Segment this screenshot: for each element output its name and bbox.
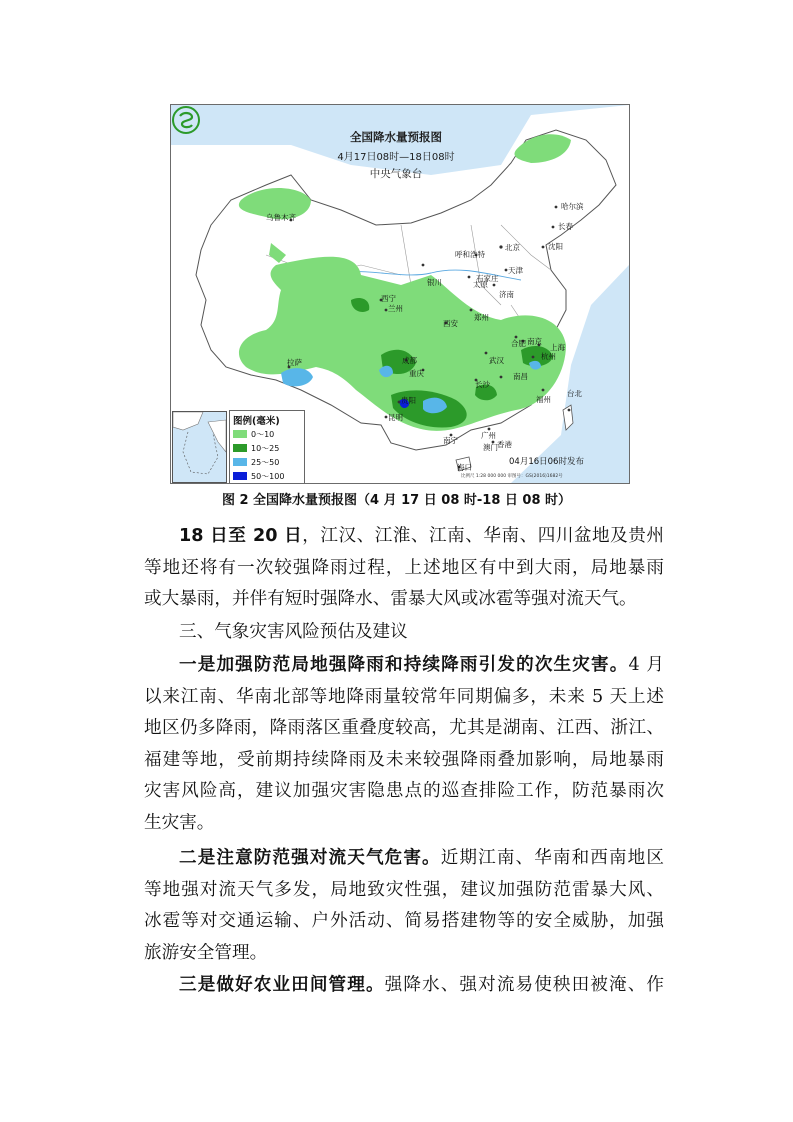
city-label: 福州 [536, 395, 551, 404]
city-label: 长沙 [475, 380, 490, 389]
legend-item [233, 441, 304, 455]
bold-lead: 二是注意防范强对流天气危害。 [179, 848, 441, 868]
city-label: 海口 [457, 463, 472, 472]
map-legend [229, 410, 305, 484]
legend-title: 图例(毫米) [233, 416, 280, 427]
bold-lead: 18 日至 20 日 [179, 526, 303, 546]
city-label: 澳门 [483, 443, 498, 452]
city-label: 北京 [505, 243, 520, 252]
text-line: 等地还将有一次较强降雨过程，上述地区有中到大雨，局地暴雨 [144, 557, 664, 578]
text-line: 一是加强防范局地强降雨和持续降雨引发的次生灾害。4 月 [179, 655, 664, 675]
bold-lead: 三是做好农业田间管理。 [179, 975, 385, 995]
city-label: 南京 [527, 337, 542, 346]
text-line: 三是做好农业田间管理。强降水、强对流易使秧田被淹、作 [179, 975, 664, 995]
legend-label: 50～100 [251, 471, 285, 481]
city-label: 拉萨 [287, 358, 302, 367]
city-label: 长春 [558, 222, 573, 231]
legend-item [233, 469, 304, 483]
legend-swatch [233, 472, 247, 480]
map-title-block [321, 129, 471, 181]
map-issuer: 中央气象台 [369, 168, 423, 180]
city-label: 石家庄 [476, 274, 499, 283]
legend-swatch [233, 444, 247, 452]
map-period: 4月17日08时—18日08时 [337, 152, 455, 163]
city-label: 武汉 [489, 356, 504, 365]
text-line: 冰雹等对交通运输、户外活动、简易搭建物等的安全威胁，加强 [144, 911, 664, 931]
city-label: 南宁 [443, 436, 458, 445]
text-line: 灾害风险高，建议加强灾害隐患点的巡查排险工作，防范暴雨次 [144, 781, 664, 801]
city-label: 台北 [567, 389, 582, 398]
text-line: 福建等地，受前期持续降雨及未来较强降雨叠加影响，局地暴雨 [144, 749, 664, 770]
paragraph-advice-2 [144, 843, 664, 969]
city-label: 济南 [499, 290, 514, 299]
city-label: 合肥 [511, 339, 526, 348]
text-line: 或大暴雨，并伴有短时强降水、雷暴大风或冰雹等强对流天气。 [144, 589, 637, 609]
city-label: 乌鲁木齐 [266, 213, 296, 222]
paragraph-advice-3 [144, 970, 664, 1002]
legend-item [233, 427, 304, 441]
city-label: 呼和浩特 [455, 250, 485, 259]
text-line: 生灾害。 [144, 812, 215, 833]
city-label: 上海 [550, 343, 565, 352]
text-line: 等地强对流天气多发，局地致灾性强，建议加强防范雷暴大风、 [144, 879, 664, 900]
city-label: 重庆 [409, 369, 424, 378]
legend-label: 10～25 [251, 443, 280, 453]
cma-logo-icon [171, 105, 201, 135]
section-heading-block [144, 617, 664, 649]
text-line: 二是注意防范强对流天气危害。近期江南、华南和西南地区 [179, 848, 664, 868]
city-label: 杭州 [541, 352, 556, 361]
legend-swatch [233, 458, 247, 466]
text-line: 旅游安全管理。 [144, 942, 268, 963]
city-label: 太原 [473, 280, 488, 289]
city-label: 贵阳 [401, 396, 416, 405]
city-label: 哈尔滨 [561, 202, 584, 211]
city-label: 天津 [508, 266, 523, 275]
legend-item [233, 455, 304, 469]
figure-caption: 图 2 全国降水量预报图（4 月 17 日 08 时-18 日 08 时） [221, 493, 572, 508]
city-label: 银川 [427, 278, 442, 287]
paragraph-forecast [144, 521, 664, 616]
bold-lead: 一是加强防范局地强降雨和持续降雨引发的次生灾害。 [179, 655, 629, 675]
city-label: 兰州 [388, 304, 403, 313]
city-label: 郑州 [474, 313, 489, 322]
text-line: 以来江南、华南北部等地降雨量较常年同期偏多，未来 5 天上述 [144, 686, 664, 707]
legend-label: 0～10 [251, 429, 275, 439]
city-label: 成都 [402, 356, 417, 365]
paragraph-advice-1 [144, 650, 664, 839]
scale-note: 比例尺 1:28 000 000 审图号：GS(2016)1682号 [461, 474, 563, 479]
issue-time: 04月16日06时发布 [509, 457, 584, 467]
text-line: 18 日至 20 日，江汉、江淮、江南、华南、四川盆地及贵州 [179, 526, 664, 546]
legend-label: 25～50 [251, 457, 280, 467]
section-heading: 三、气象灾害风险预估及建议 [179, 622, 408, 642]
south-china-sea-inset [172, 411, 227, 483]
precipitation-forecast-map [170, 104, 630, 484]
legend-swatch [233, 430, 247, 438]
city-label: 香港 [497, 440, 512, 449]
text-line: 地区仍多降雨，降雨落区重叠度较高，尤其是湖南、江西、浙江、 [144, 718, 664, 738]
city-label: 沈阳 [548, 242, 563, 251]
city-label: 西宁 [381, 294, 396, 303]
city-label: 广州 [481, 431, 496, 440]
map-title: 全国降水量预报图 [350, 130, 442, 144]
city-label: 南昌 [513, 372, 528, 381]
city-label: 昆明 [388, 413, 403, 422]
city-label: 西安 [443, 319, 458, 328]
